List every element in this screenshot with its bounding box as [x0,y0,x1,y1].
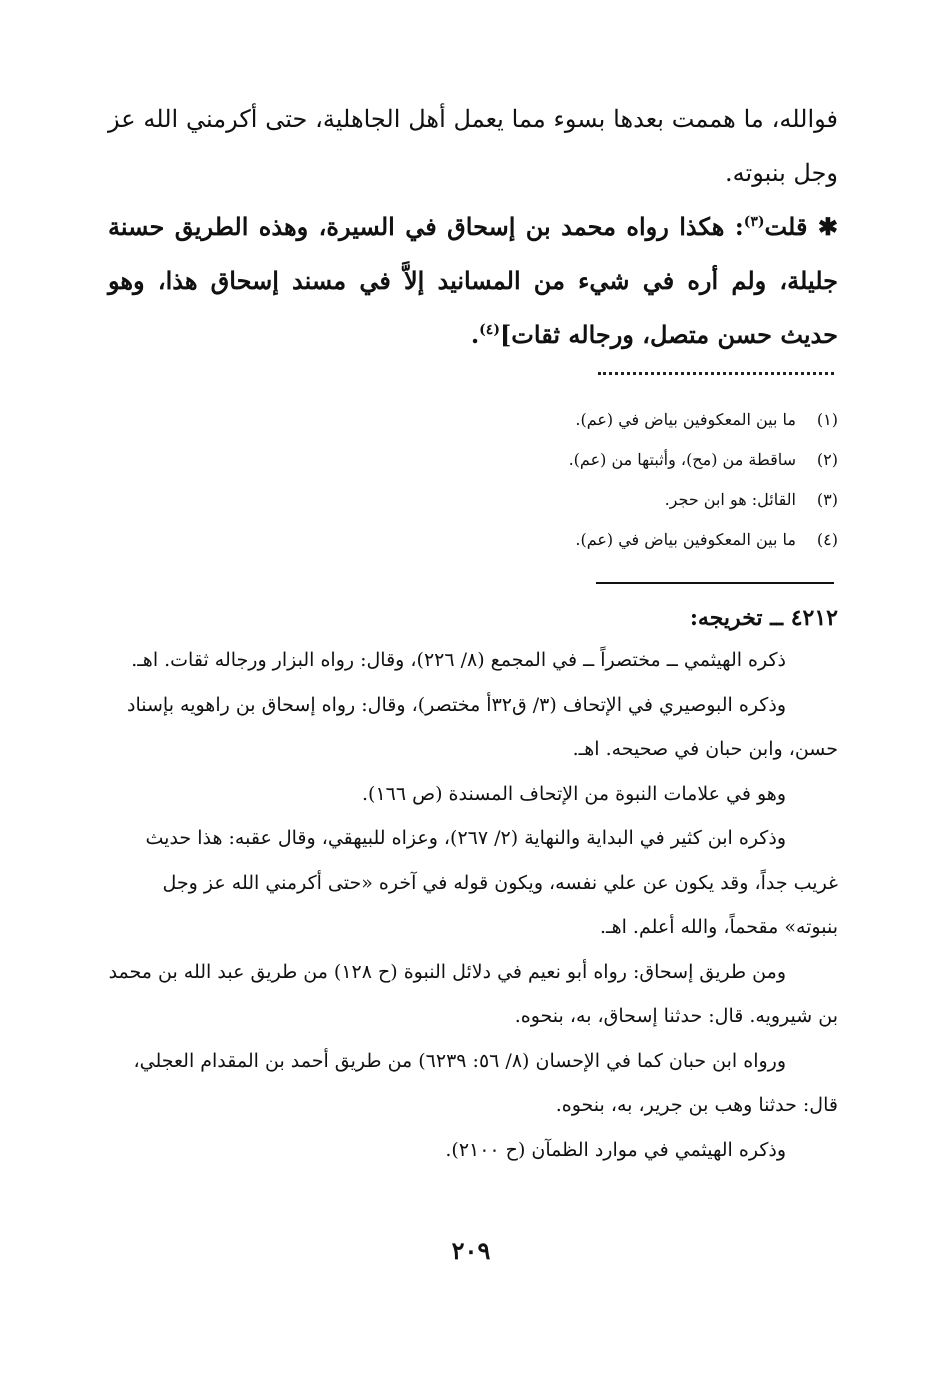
takhrij-paragraph: وذكره ابن كثير في البداية والنهاية (٢/ ٢٦٧)، وعزاه للبيهقي، وقال عقبه: هذا حديث غريب جداً، وقد يكون عن علي نفسه، ويكون قوله في آخره «حتى أكرمني الله عز وجل بنبوته» مقحماً، والله أعلم. اهـ. [145,827,838,938]
footnote [238,520,838,560]
footnote [238,400,838,440]
footnote-text: ساقطة من (مح)، وأثبتها من (عم). [568,450,796,469]
footnote [238,480,838,520]
paragraph-star-marker: ✱ [817,212,838,241]
section-rule [596,582,834,584]
footnote-text: ما بين المعكوفين بياض في (عم). [575,410,796,429]
takhrij-section [108,598,838,1172]
takhrij-paragraph: ومن طريق إسحاق: رواه أبو نعيم في دلائل النبوة (ح ١٢٨) من طريق عبد الله بن محمد بن شيرويه. قال: حدثنا إسحاق، به، بنحوه. [108,960,838,1027]
main-paragraph-2-text: : هكذا رواه محمد بن إسحاق في السيرة، وهذه الطريق حسنة جليلة، ولم أره في شيء من المسانيد إلاَّ في مسند إسحاق هذا، وهو حديث حسن متصل، ورجاله ثقات] [108,212,838,349]
main-paragraph-1: فوالله، ما هممت بعدها بسوء مما يعمل أهل الجاهلية، حتى أكرمني الله عز وجل بنبوته. [108,105,838,187]
takhrij-paragraph: ذكره الهيثمي ــ مختصراً ــ في المجمع (٨/ ٢٢٦)، وقال: رواه البزار ورجاله ثقات. اهـ. [131,649,786,671]
footnote-ref-3: (٣) [743,214,765,230]
takhrij-paragraph: ورواه ابن حبان كما في الإحسان (٨/ ٥٦: ٦٢٣٩) من طريق أحمد بن المقدام العجلي، قال: حدثنا وهب بن جرير، به، بنحوه. [133,1049,838,1116]
takhrij-paragraph: وذكره البوصيري في الإتحاف (٣/ ق٣٢أ مختصر)، وقال: رواه إسحاق بن راهويه بإسناد حسن، وابن حبان في صحيحه. اهـ. [127,693,838,760]
footnote-number: (١) [816,410,838,429]
footnote-text: القائل: هو ابن حجر. [664,490,796,509]
takhrij-paragraph: وهو في علامات النبوة من الإتحاف المسندة (ص ١٦٦). [362,782,786,805]
takhrij-paragraph: وذكره الهيثمي في موارد الظمآن (ح ٢١٠٠). [445,1138,786,1161]
main-paragraph-2 [108,200,838,362]
footnotes [238,400,838,560]
takhrij-heading: ٤٢١٢ ــ تخريجه: [689,605,838,631]
footnote-separator [598,372,834,375]
footnote [238,440,838,480]
footnote-text: ما بين المعكوفين بياض في (عم). [575,530,796,549]
qultu-label: قلت [764,212,808,241]
footnote-number: (٢) [816,450,838,469]
footnote-number: (٣) [816,490,838,509]
main-text [108,92,838,362]
footnote-number: (٤) [816,530,838,549]
footnote-ref-4: (٤) [479,322,500,338]
page-number: ٢٠٩ [451,1236,491,1265]
main-paragraph-2-end: . [470,320,480,349]
